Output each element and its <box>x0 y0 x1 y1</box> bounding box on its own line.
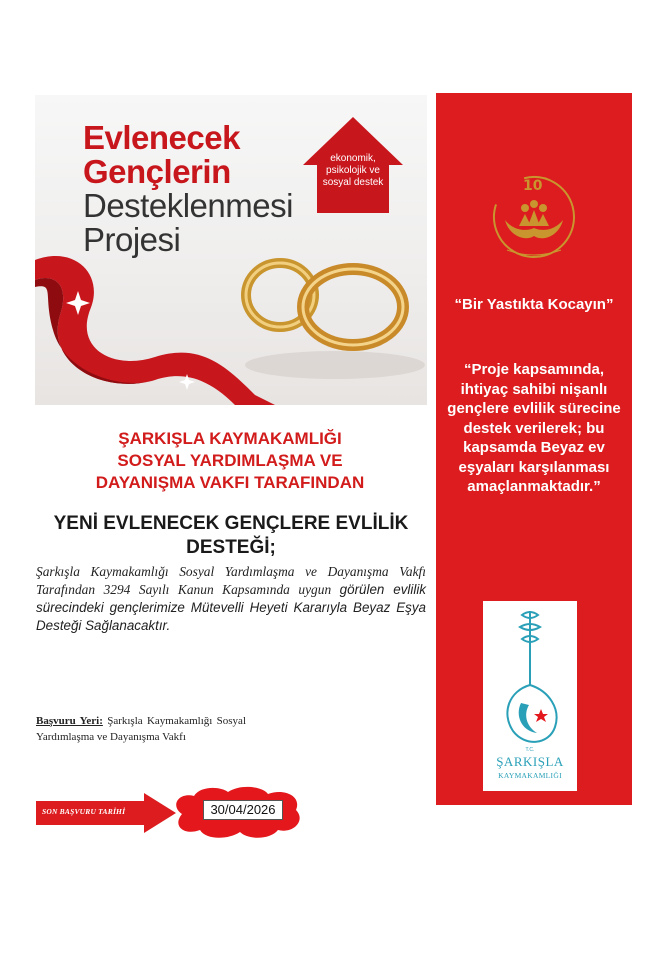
foundation-10th-anniversary-logo-icon <box>485 168 583 266</box>
house-support-text: ekonomik, psikolojik ve sosyal destek <box>322 153 384 188</box>
kaymakamlik-name: ŞARKIŞLA <box>496 754 564 769</box>
banner-title-line-4: Projesi <box>83 221 181 258</box>
banner-title-line-3: Desteklenmesi <box>83 187 293 224</box>
headline-line-2: DESTEĞİ; <box>186 537 276 558</box>
project-banner-image <box>35 95 427 405</box>
description-paragraph <box>36 563 426 635</box>
application-place-label: Başvuru Yeri: <box>36 715 103 727</box>
project-purpose-quote: “Proje kapsamında, ihtiyaç sahibi nişanlı gençlere evlilik sürecine destek verilerek; bu kapsamda Beyaz ev eşyaları karşılanması amaçlanmaktadır.” <box>447 361 621 495</box>
deadline-date: 30/04/2026 <box>203 800 283 820</box>
kaymakamlik-subtitle: KAYMAKAMLIĞI <box>498 771 562 780</box>
info-side-panel <box>436 93 632 805</box>
headline-line-1: YENİ EVLENECEK GENÇLERE EVLİLİK <box>53 513 409 534</box>
description-part-1: Şarkışla Kaymakamlığı Sosyal Yardımlaşma ve Dayanışma Vakfı Tarafından 3294 Sayılı Kanun Kapsamında uygun <box>36 564 426 597</box>
description-part-2: görülen evlilik sürecindeki gençlerimize Mütevelli Heyeti Kararıyla Beyaz Eşya Desteği Sağlanacaktır. <box>36 582 426 633</box>
application-place <box>36 713 246 745</box>
org-line-2: SOSYAL YARDIMLAŞMA VE <box>117 451 343 470</box>
kaymakamlik-tc-label: T.C. <box>525 747 535 753</box>
support-headline <box>36 512 426 560</box>
deadline-label: SON BAŞVURU TARİHİ <box>42 807 126 816</box>
banner-title-line-2: Gençlerin <box>83 153 231 190</box>
org-line-3: DAYANIŞMA VAKFI TARAFINDAN <box>95 473 365 492</box>
saz-crescent-star-emblem-icon <box>491 605 569 755</box>
application-place-value: Şarkışla Kaymakamlığı Sosyal Yardımlaşma ve Dayanışma Vakfı <box>36 715 246 743</box>
org-line-1: ŞARKIŞLA KAYMAKAMLIĞI <box>118 429 342 448</box>
slogan-quote: “Bir Yastıkta Kocayın” <box>454 296 614 313</box>
organization-heading <box>60 428 400 494</box>
sarkisla-kaymakamligi-logo <box>483 601 577 791</box>
banner-title-line-1: Evlenecek <box>83 119 240 156</box>
svg-text:10: 10 <box>523 178 543 194</box>
